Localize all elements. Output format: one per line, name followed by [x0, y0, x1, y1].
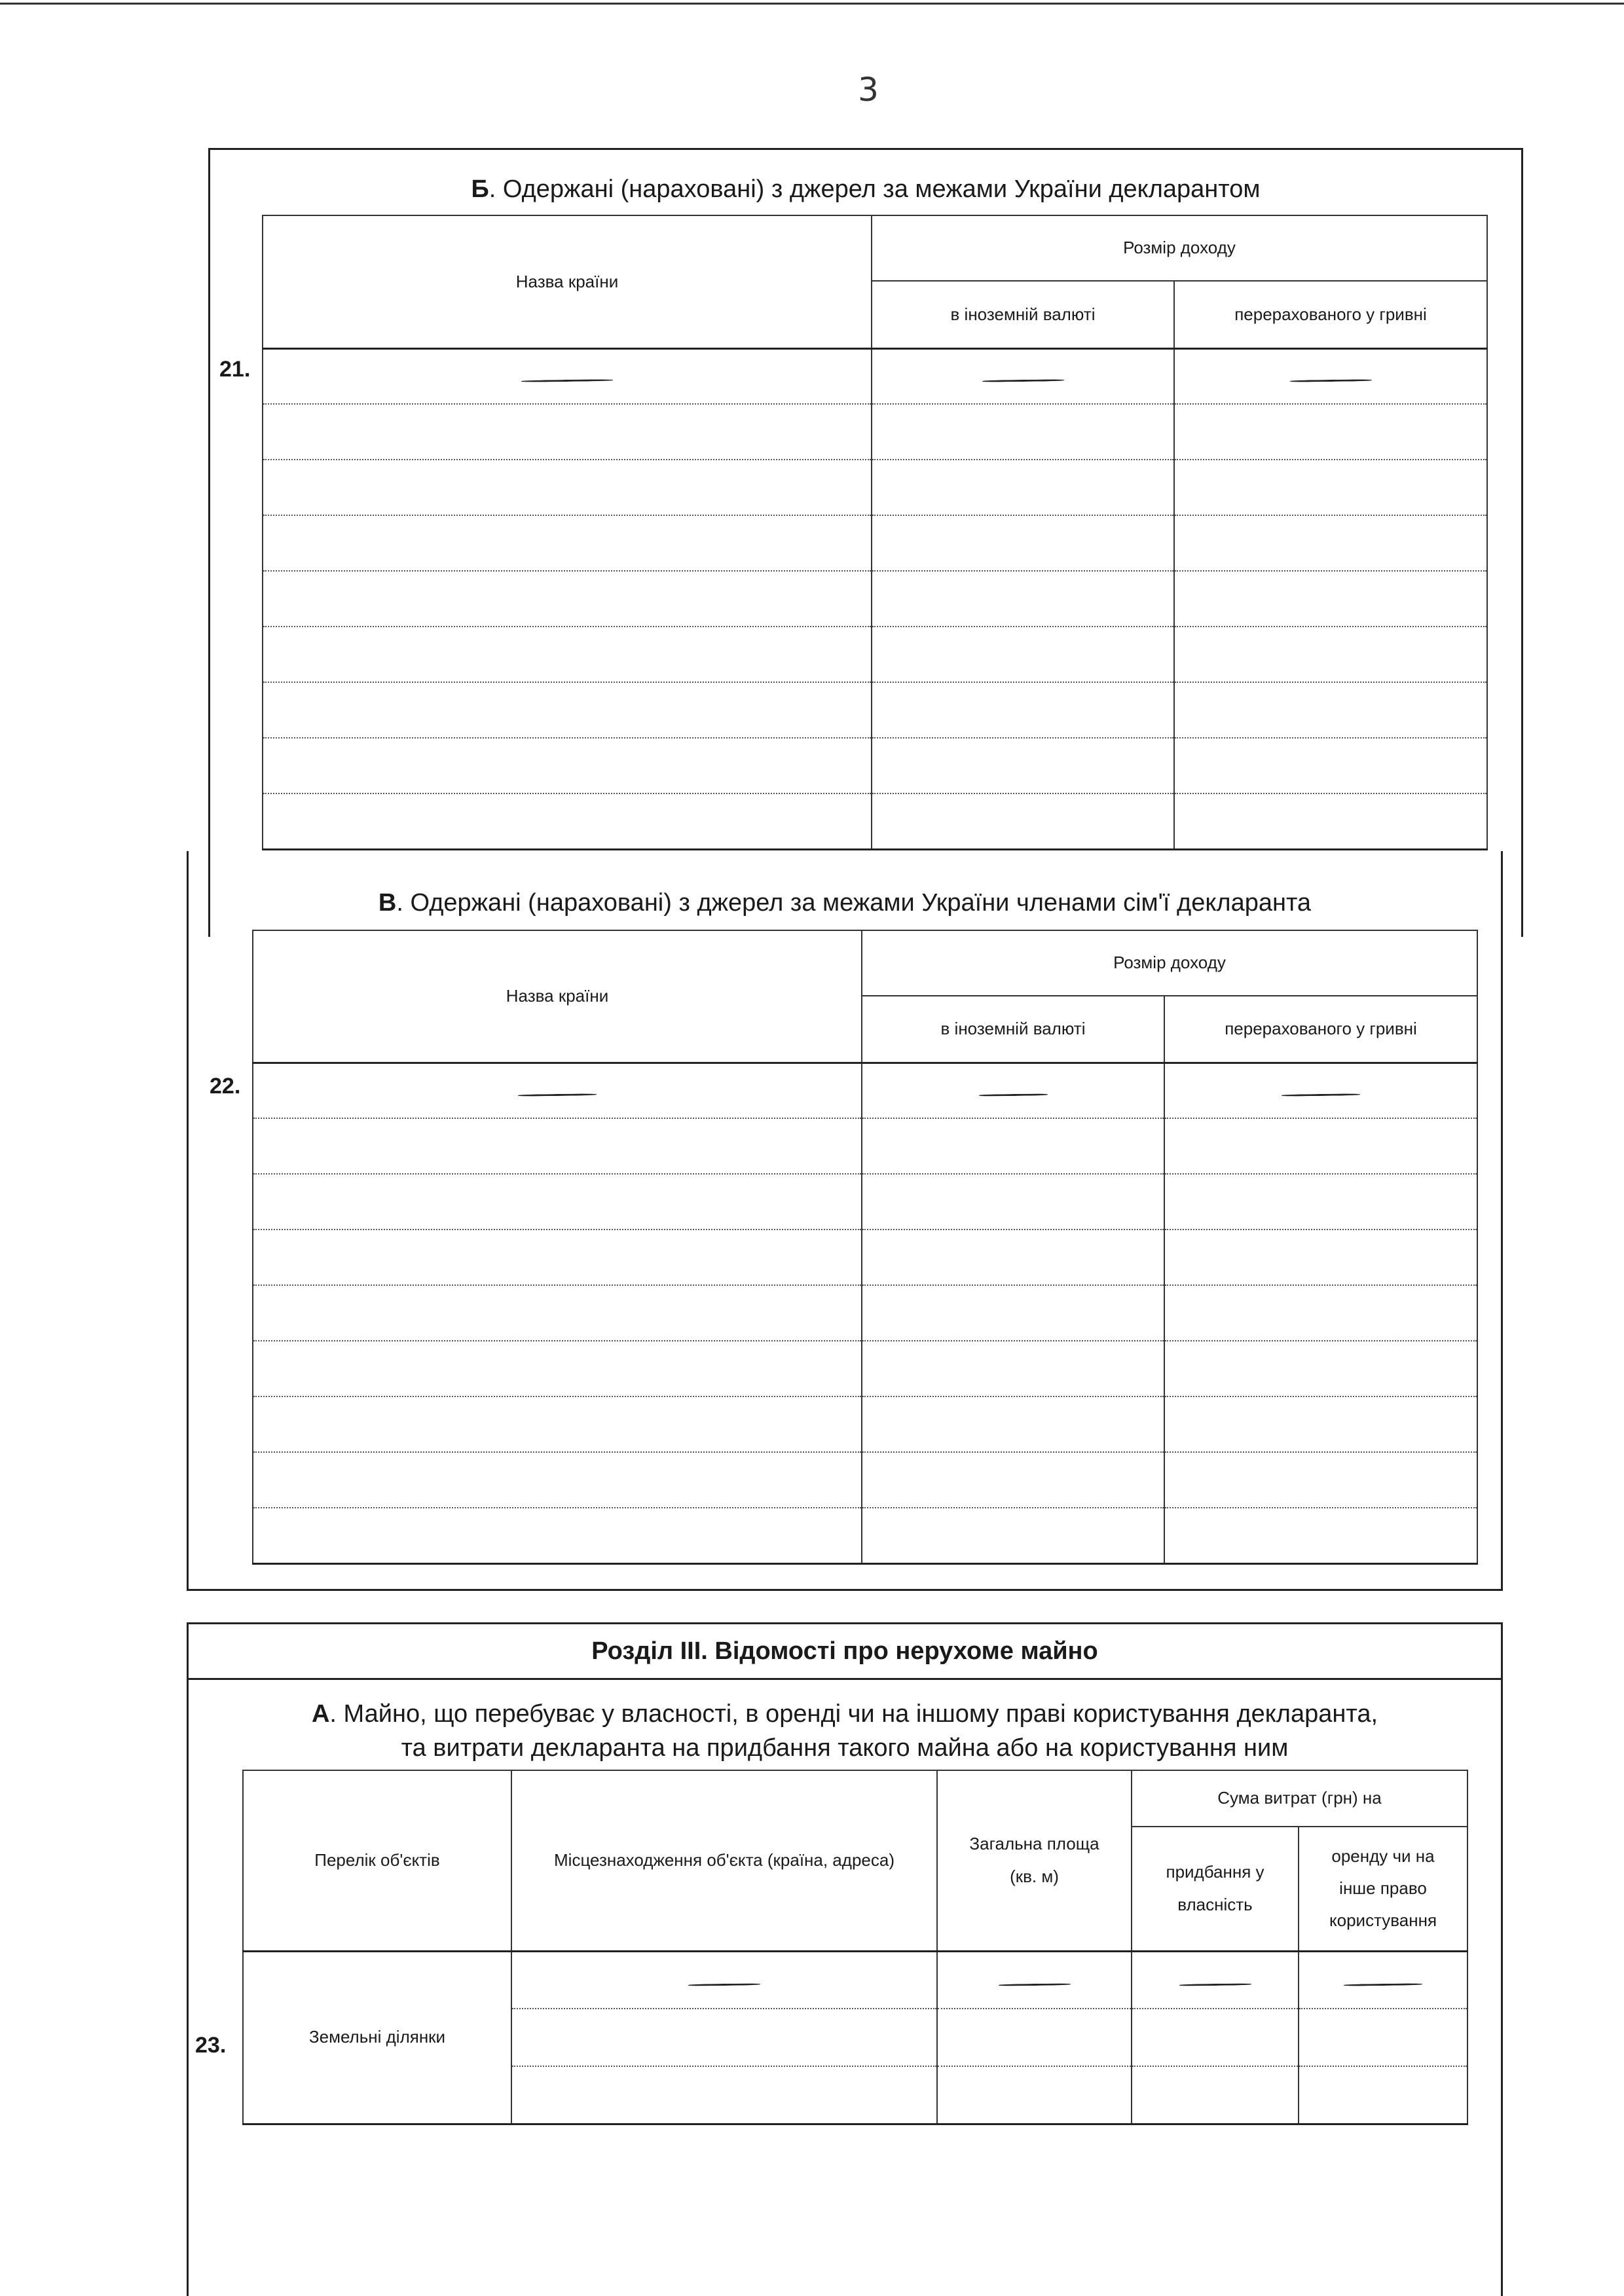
table-cell[interactable]: [263, 460, 872, 515]
table-cell[interactable]: [1164, 1508, 1477, 1563]
table-cell[interactable]: [263, 738, 872, 793]
section-v-letter: В: [378, 889, 397, 917]
table-cell[interactable]: [862, 1396, 1164, 1452]
table-cell[interactable]: [872, 682, 1174, 738]
table-cell[interactable]: [862, 1508, 1164, 1563]
table-cell[interactable]: [872, 738, 1174, 793]
table-row: [263, 515, 1487, 571]
handwritten-dash: [982, 379, 1063, 382]
table-cell[interactable]: [862, 1118, 1164, 1174]
table-cell[interactable]: [263, 348, 872, 404]
table-cell[interactable]: [872, 627, 1174, 682]
table-row: [263, 682, 1487, 738]
table-cell[interactable]: [1164, 1285, 1477, 1341]
handwritten-dash: [1179, 1983, 1251, 1986]
table-cell[interactable]: [872, 460, 1174, 515]
row-number-21: 21.: [219, 357, 251, 382]
table-cell[interactable]: [872, 571, 1174, 627]
table-row: [253, 1230, 1477, 1285]
subsection-a-title-line2: та витрати декларанта на придбання такого майна або на користування ним: [401, 1734, 1289, 1762]
header-income-size: Розмір доходу: [872, 215, 1487, 281]
table-cell[interactable]: [862, 1230, 1164, 1285]
table-cell[interactable]: [1174, 793, 1487, 849]
table-cell[interactable]: [1174, 404, 1487, 460]
table-cell[interactable]: [1299, 2066, 1467, 2124]
table-cell[interactable]: [1164, 1341, 1477, 1396]
table-cell[interactable]: [937, 2009, 1132, 2066]
table-cell[interactable]: [263, 515, 872, 571]
table-cell[interactable]: [253, 1452, 862, 1508]
table-cell[interactable]: [263, 571, 872, 627]
table-cell[interactable]: [263, 404, 872, 460]
section-v-title-text: . Одержані (нараховані) з джерел за межами України членами сім'ї декларанта: [396, 889, 1312, 917]
table-cell[interactable]: [1164, 1396, 1477, 1452]
header-rent: оренду чи на інше право користування: [1299, 1827, 1467, 1951]
subsection-a-letter: А: [311, 1700, 330, 1728]
table-cell[interactable]: [862, 1174, 1164, 1230]
row-number-22: 22.: [210, 1074, 241, 1099]
table-cell[interactable]: [1174, 571, 1487, 627]
table-cell[interactable]: [511, 1951, 937, 2009]
subsection-a-title-line1-text: . Майно, що перебуває у власності, в оренді чи на іншому праві користування декларанта,: [329, 1700, 1378, 1728]
table-row: [253, 1452, 1477, 1508]
handwritten-dash: [978, 1093, 1047, 1096]
table-cell[interactable]: [1164, 1063, 1477, 1118]
header-area: Загальна площа (кв. м): [937, 1770, 1132, 1951]
header-foreign-currency: в іноземній валюті: [862, 996, 1164, 1063]
table-cell[interactable]: [1132, 1951, 1299, 2009]
top-edge-line: [0, 3, 1624, 5]
table-cell[interactable]: [253, 1396, 862, 1452]
table-row: [263, 460, 1487, 515]
table-row: [253, 1174, 1477, 1230]
table-cell[interactable]: [862, 1285, 1164, 1341]
header-uah: перерахованого у гривні: [1174, 281, 1487, 348]
table-row: [253, 1285, 1477, 1341]
table-cell[interactable]: [253, 1285, 862, 1341]
table-cell[interactable]: [1174, 515, 1487, 571]
table-cell[interactable]: [872, 404, 1174, 460]
table-cell[interactable]: [253, 1174, 862, 1230]
subsection-a-title: [187, 1697, 1503, 1765]
table-row: [253, 1508, 1477, 1563]
table-cell[interactable]: [1164, 1118, 1477, 1174]
table-cell[interactable]: [862, 1341, 1164, 1396]
header-country: Назва країни: [263, 215, 872, 348]
header-purchase: придбання у власність: [1132, 1827, 1299, 1951]
table-row: [263, 571, 1487, 627]
header-income-size: Розмір доходу: [862, 930, 1477, 996]
table-cell[interactable]: [511, 2009, 937, 2066]
header-uah: перерахованого у гривні: [1164, 996, 1477, 1063]
section-b-letter: Б: [471, 175, 489, 203]
table-row: [253, 1118, 1477, 1174]
header-expenses: Сума витрат (грн) на: [1132, 1770, 1467, 1827]
header-location: Місцезнаходження об'єкта (країна, адреса): [511, 1770, 937, 1951]
section-v-table: [252, 930, 1478, 1565]
handwritten-dash: [998, 1983, 1070, 1986]
table-cell[interactable]: [1132, 2066, 1299, 2124]
table-cell[interactable]: [511, 2066, 937, 2124]
table-cell[interactable]: [253, 1341, 862, 1396]
page-number: 3: [858, 71, 879, 109]
table-cell[interactable]: [872, 793, 1174, 849]
table-cell[interactable]: [937, 2066, 1132, 2124]
table-row: [243, 1951, 1467, 2009]
table-row: [253, 1396, 1477, 1452]
table-cell[interactable]: [1174, 627, 1487, 682]
table-row: [263, 738, 1487, 793]
handwritten-dash: [688, 1983, 760, 1986]
table-cell[interactable]: [1132, 2009, 1299, 2066]
header-objects: Перелік об'єктів: [243, 1770, 511, 1951]
table-cell[interactable]: [253, 1118, 862, 1174]
header-foreign-currency: в іноземній валюті: [872, 281, 1174, 348]
table-cell[interactable]: [872, 515, 1174, 571]
header-country: Назва країни: [253, 930, 862, 1063]
table-row: [263, 404, 1487, 460]
table-cell[interactable]: [253, 1508, 862, 1563]
table-cell[interactable]: [1164, 1230, 1477, 1285]
handwritten-dash: [521, 379, 613, 382]
table-cell[interactable]: [1164, 1174, 1477, 1230]
table-cell[interactable]: [1174, 738, 1487, 793]
table-cell[interactable]: [263, 793, 872, 849]
table-cell[interactable]: [263, 627, 872, 682]
table-cell[interactable]: [253, 1063, 862, 1118]
handwritten-dash: [1289, 379, 1371, 382]
table-cell[interactable]: [1299, 2009, 1467, 2066]
section-b-table: [262, 215, 1488, 850]
table-row: [253, 1341, 1477, 1396]
handwritten-dash: [518, 1093, 597, 1097]
table-cell[interactable]: [862, 1063, 1164, 1118]
table-cell[interactable]: [872, 348, 1174, 404]
table-row: [263, 627, 1487, 682]
section-b-title: [208, 175, 1523, 204]
handwritten-dash: [1282, 1093, 1360, 1097]
row-number-23: 23.: [195, 2033, 227, 2058]
table-row: [263, 793, 1487, 849]
section-v-title: [187, 889, 1503, 917]
table-cell[interactable]: [862, 1452, 1164, 1508]
table-cell[interactable]: [1164, 1452, 1477, 1508]
section-b-title-text: . Одержані (нараховані) з джерел за межами України декларантом: [489, 175, 1261, 203]
table-cell[interactable]: [1174, 682, 1487, 738]
handwritten-dash: [1344, 1983, 1422, 1986]
table-row: [253, 1063, 1477, 1118]
section-iii-title: Розділ III. Відомості про нерухоме майно: [187, 1622, 1503, 1680]
table-cell[interactable]: [1299, 1951, 1467, 2009]
land-plots-label: Земельні ділянки: [243, 1951, 511, 2124]
table-cell[interactable]: [1174, 348, 1487, 404]
table-cell[interactable]: [253, 1230, 862, 1285]
property-table: [242, 1770, 1468, 2125]
table-row: [263, 348, 1487, 404]
table-cell[interactable]: [263, 682, 872, 738]
table-cell[interactable]: [1174, 460, 1487, 515]
table-cell[interactable]: [937, 1951, 1132, 2009]
subsection-a-title-line1: [187, 1697, 1503, 1731]
